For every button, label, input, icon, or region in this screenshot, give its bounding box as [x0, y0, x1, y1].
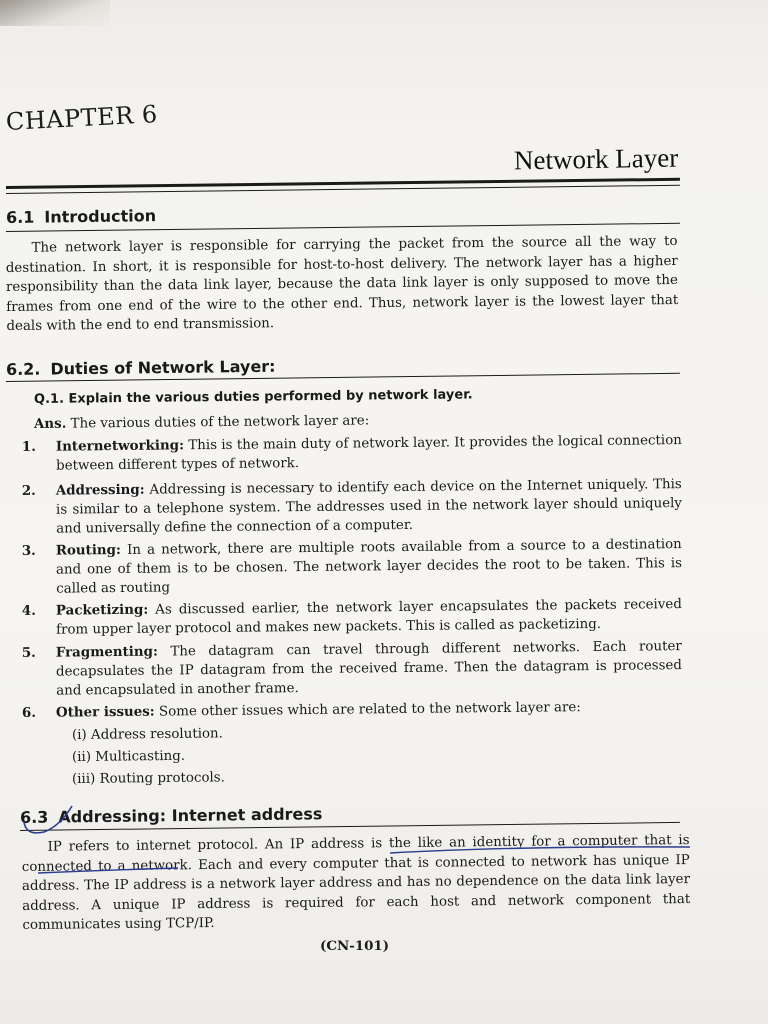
section-number: 6.2. — [5, 359, 41, 379]
duty-number: 3. — [21, 542, 36, 560]
duty-item — [22, 535, 683, 599]
other-issue-item: (iii) Routing protocols. — [71, 770, 225, 787]
duty-text: This is the main duty of network layer. It provides the logical connection between different types of network. — [56, 433, 682, 474]
section-title: Duties of Network Layer: — [50, 356, 276, 379]
answer-label: Ans. — [33, 415, 67, 432]
section-heading-introduction — [6, 206, 156, 227]
duty-item — [22, 637, 683, 701]
answer-line — [34, 412, 369, 432]
introduction-paragraph — [5, 232, 678, 337]
duty-term: Addressing: — [55, 481, 145, 499]
page-footer-code: (CN-101) — [320, 938, 390, 954]
duty-text: Addressing is necessary to identify each device on the Internet uniquely. This is similar to a telephone system. The addresses used in the network layer should uniquely and universally define the connection of a computer. — [55, 477, 683, 537]
duty-text: The datagram can travel through different networks. Each router decapsulates the IP datagram from the received frame. Then the datagram is processed and encapsulated in another frame. — [55, 639, 683, 699]
duty-text: Some other issues which are related to the network layer are: — [158, 700, 581, 720]
answer-text: The various duties of the network layer are: — [70, 413, 370, 432]
other-issue-item: (ii) Multicasting. — [71, 748, 186, 765]
other-issue-item: (i) Address resolution. — [71, 726, 223, 743]
addressing-paragraph — [21, 831, 690, 935]
section-heading-duties — [6, 357, 276, 379]
addressing-text: IP refers to internet protocol. An IP address is the like an identity for a computer that is connected to a network. Each and every computer that is connected to network has unique IP address. The IP address is a network layer address and has no dependence on the data link layer address. A unique IP address is required for each host and network component that communicates using TCP/IP. — [21, 833, 691, 933]
duty-item — [22, 697, 682, 723]
duty-number: 2. — [21, 482, 36, 500]
duty-number: 4. — [21, 602, 36, 620]
introduction-text: The network layer is responsible for carrying the packet from the source all the way to destination. In short, it is responsible for host-to-host delivery. The network layer has a higher responsibility than the data link layer, because the data link layer is only supposed to move the frames from one end of the wire to the other end. Thus, network layer is the lowest layer that deals with the end to end transmission. — [5, 233, 679, 334]
duty-number: 6. — [21, 704, 37, 721]
question-text: Q.1. Explain the various duties performed by network layer. — [33, 387, 473, 407]
section-number: 6.3 — [19, 807, 49, 827]
duty-item — [22, 595, 682, 640]
duty-item — [22, 431, 682, 476]
duty-item — [22, 475, 683, 539]
section-heading-addressing — [20, 804, 323, 827]
chapter-label: CHAPTER 6 — [5, 100, 159, 136]
duty-term: Routing: — [55, 541, 121, 559]
section-title: Addressing: Internet address — [58, 804, 323, 827]
duty-term: Packetizing: — [55, 601, 149, 619]
duty-number: 1. — [21, 438, 36, 456]
duty-term: Other issues: — [55, 703, 155, 721]
duty-text: As discussed earlier, the network layer encapsulates the packets received from upper layer protocol and makes new packets. This is called as packetizing. — [56, 597, 682, 638]
chapter-rule-thick — [6, 178, 680, 189]
duty-term: Fragmenting: — [55, 643, 158, 661]
duty-text: In a network, there are multiple roots available from a source to a destination and one of them is to be chosen. The network layer decides the root to be taken. This is called as routing — [55, 537, 683, 597]
section-number: 6.1 — [5, 207, 35, 227]
page-corner-shadow — [0, 0, 110, 26]
duty-term: Internetworking: — [55, 437, 185, 455]
section-title: Introduction — [44, 206, 157, 227]
chapter-title: Network Layer — [513, 142, 679, 176]
duty-number: 5. — [21, 644, 36, 662]
